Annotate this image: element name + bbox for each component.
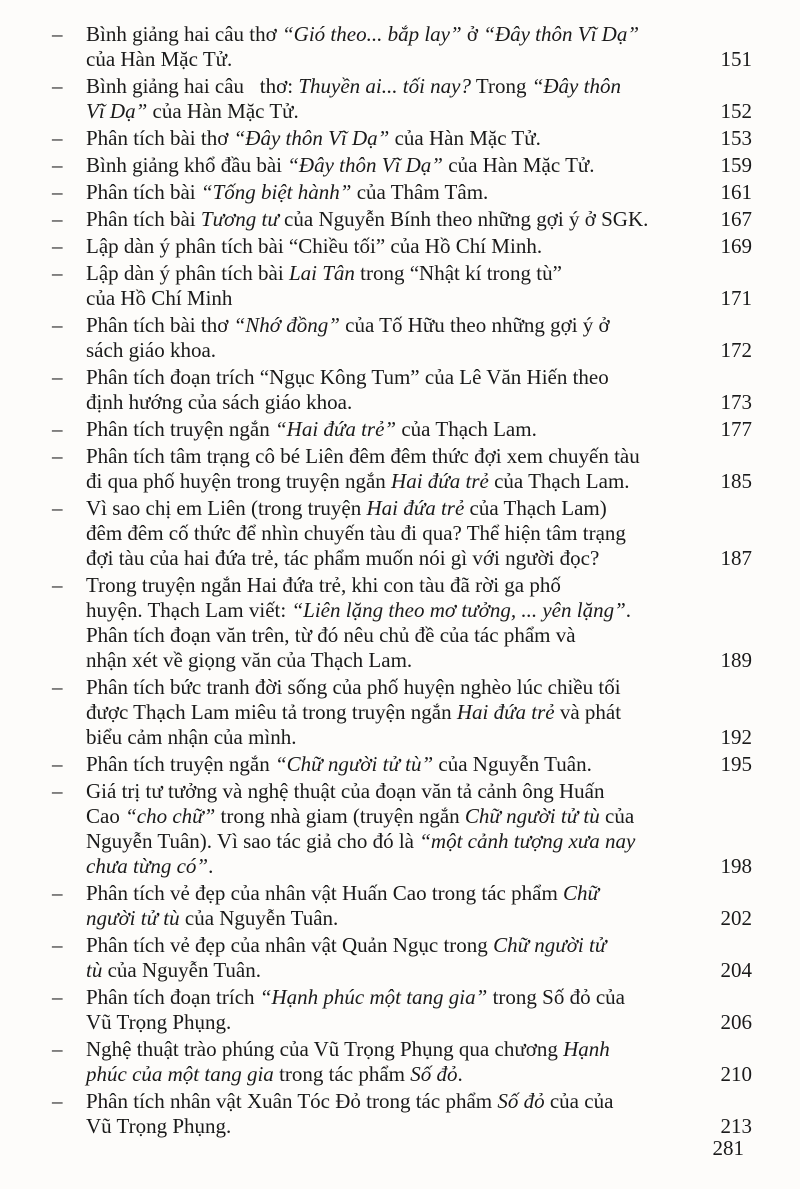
entry-title: Phân tích bức tranh đời sống của phố huyện nghèo lúc chiều tối được Thạch Lam miêu tả trong truyện ngắn Hai đứa trẻ và phát biểu cảm nhận của mình. (86, 675, 622, 749)
entry-title: Phân tích đoạn trích “Ngục Kông Tum” của Lê Văn Hiến theo định hướng của sách giáo khoa. (86, 365, 609, 414)
entry-page: 167 (720, 207, 752, 231)
entry-title: Vì sao chị em Liên (trong truyện Hai đứa trẻ của Thạch Lam) đêm đêm cố thức để nhìn chuyến tàu đi qua? Thể hiện tâm trạng đợi tàu của hai đứa trẻ, tác phẩm muốn nói gì với người đọc? (86, 496, 626, 570)
toc-entry (52, 74, 752, 124)
entry-page: 159 (720, 153, 752, 177)
toc-entry (52, 261, 752, 311)
entry-dash: – (52, 496, 63, 520)
entry-dash: – (52, 675, 63, 699)
entry-page: 192 (720, 725, 752, 749)
entry-dash: – (52, 573, 63, 597)
entry-dash: – (52, 126, 63, 150)
page-number: 281 (712, 1136, 744, 1160)
toc-entry (52, 881, 752, 931)
toc-entry (52, 496, 752, 571)
entry-dash: – (52, 933, 63, 957)
toc-entry (52, 234, 752, 259)
entry-title: Bình giảng khổ đầu bài “Đây thôn Vĩ Dạ” của Hàn Mặc Tử. (86, 153, 595, 177)
entry-dash: – (52, 180, 63, 204)
entry-dash: – (52, 1037, 63, 1061)
entry-page: 169 (720, 234, 752, 258)
toc-entry (52, 444, 752, 494)
toc-entry (52, 207, 752, 232)
entry-page: 206 (720, 1010, 752, 1034)
entry-title: Nghệ thuật trào phúng của Vũ Trọng Phụng qua chương Hạnh phúc của một tang gia trong tác phẩm Số đỏ. (86, 1037, 610, 1086)
toc-entry (52, 126, 752, 151)
entry-title: Phân tích truyện ngắn “Chữ người tử tù” của Nguyễn Tuân. (86, 752, 592, 776)
entry-page: 151 (720, 47, 752, 71)
toc-entry (52, 779, 752, 879)
entry-title: Lập dàn ý phân tích bài Lai Tân trong “Nhật kí trong tù” của Hồ Chí Minh (86, 261, 562, 310)
entry-title: Bình giảng hai câu thơ: Thuyền ai... tối nay? Trong “Đây thôn Vĩ Dạ” của Hàn Mặc Tử. (86, 74, 621, 123)
entry-dash: – (52, 779, 63, 803)
entry-dash: – (52, 985, 63, 1009)
entry-title: Phân tích vẻ đẹp của nhân vật Quản Ngục trong Chữ người tử tù của Nguyễn Tuân. (86, 933, 607, 982)
entry-page: 177 (720, 417, 752, 441)
entry-title: Phân tích bài “Tống biệt hành” của Thâm Tâm. (86, 180, 489, 204)
toc-entry (52, 675, 752, 750)
toc-entry (52, 153, 752, 178)
entry-page: 187 (720, 546, 752, 570)
entry-dash: – (52, 261, 63, 285)
entry-dash: – (52, 444, 63, 468)
toc-entry (52, 1037, 752, 1087)
entry-title: Phân tích đoạn trích “Hạnh phúc một tang gia” trong Số đỏ của Vũ Trọng Phụng. (86, 985, 625, 1034)
entry-title: Bình giảng hai câu thơ “Gió theo... bắp lay” ở “Đây thôn Vĩ Dạ” của Hàn Mặc Tử. (86, 22, 640, 71)
entry-page: 185 (720, 469, 752, 493)
entry-dash: – (52, 417, 63, 441)
toc-entry (52, 1089, 752, 1139)
entry-title: Lập dàn ý phân tích bài “Chiều tối” của Hồ Chí Minh. (86, 234, 543, 258)
entry-dash: – (52, 1089, 63, 1113)
entry-page: 204 (720, 958, 752, 982)
entry-page: 161 (720, 180, 752, 204)
entry-dash: – (52, 234, 63, 258)
toc-entry (52, 417, 752, 442)
entry-title: Phân tích truyện ngắn “Hai đứa trẻ” của Thạch Lam. (86, 417, 537, 441)
entry-title: Trong truyện ngắn Hai đứa trẻ, khi con tàu đã rời ga phố huyện. Thạch Lam viết: “Liên lặng theo mơ tưởng, ... yên lặng”. Phân tích đoạn văn trên, từ đó nêu chủ đề của tác phẩm và nhận xét về giọng văn của Thạch Lam. (86, 573, 631, 672)
entry-title: Phân tích bài thơ “Nhớ đồng” của Tố Hữu theo những gợi ý ở sách giáo khoa. (86, 313, 610, 362)
entry-dash: – (52, 752, 63, 776)
entry-title: Phân tích vẻ đẹp của nhân vật Huấn Cao trong tác phẩm Chữ người tử tù của Nguyễn Tuân. (86, 881, 599, 930)
toc-entry (52, 365, 752, 415)
entry-title: Phân tích bài Tương tư của Nguyễn Bính theo những gợi ý ở SGK. (86, 207, 649, 231)
entry-page: 210 (720, 1062, 752, 1086)
entry-page: 195 (720, 752, 752, 776)
entry-dash: – (52, 22, 63, 46)
entry-dash: – (52, 881, 63, 905)
toc-entry (52, 573, 752, 673)
entry-page: 202 (720, 906, 752, 930)
table-of-contents (52, 22, 752, 1141)
entry-page: 213 (720, 1114, 752, 1138)
entry-page: 198 (720, 854, 752, 878)
entry-dash: – (52, 313, 63, 337)
entry-title: Giá trị tư tưởng và nghệ thuật của đoạn văn tả cảnh ông Huấn Cao “cho chữ” trong nhà giam (truyện ngắn Chữ người tử tù của Nguyễn Tuân). Vì sao tác giả cho đó là “một cảnh tượng xưa nay chưa từng có”. (86, 779, 636, 878)
toc-entry (52, 313, 752, 363)
entry-dash: – (52, 74, 63, 98)
entry-page: 152 (720, 99, 752, 123)
toc-entry (52, 180, 752, 205)
entry-page: 171 (720, 286, 752, 310)
entry-page: 172 (720, 338, 752, 362)
entry-dash: – (52, 153, 63, 177)
entry-title: Phân tích bài thơ “Đây thôn Vĩ Dạ” của Hàn Mặc Tử. (86, 126, 541, 150)
entry-dash: – (52, 365, 63, 389)
entry-dash: – (52, 207, 63, 231)
entry-page: 153 (720, 126, 752, 150)
toc-entry (52, 22, 752, 72)
toc-entry (52, 752, 752, 777)
toc-entry (52, 985, 752, 1035)
entry-page: 189 (720, 648, 752, 672)
entry-title: Phân tích nhân vật Xuân Tóc Đỏ trong tác phẩm Số đỏ của của Vũ Trọng Phụng. (86, 1089, 614, 1138)
toc-entry (52, 933, 752, 983)
entry-page: 173 (720, 390, 752, 414)
entry-title: Phân tích tâm trạng cô bé Liên đêm đêm thức đợi xem chuyến tàu đi qua phố huyện trong truyện ngắn Hai đứa trẻ của Thạch Lam. (86, 444, 640, 493)
